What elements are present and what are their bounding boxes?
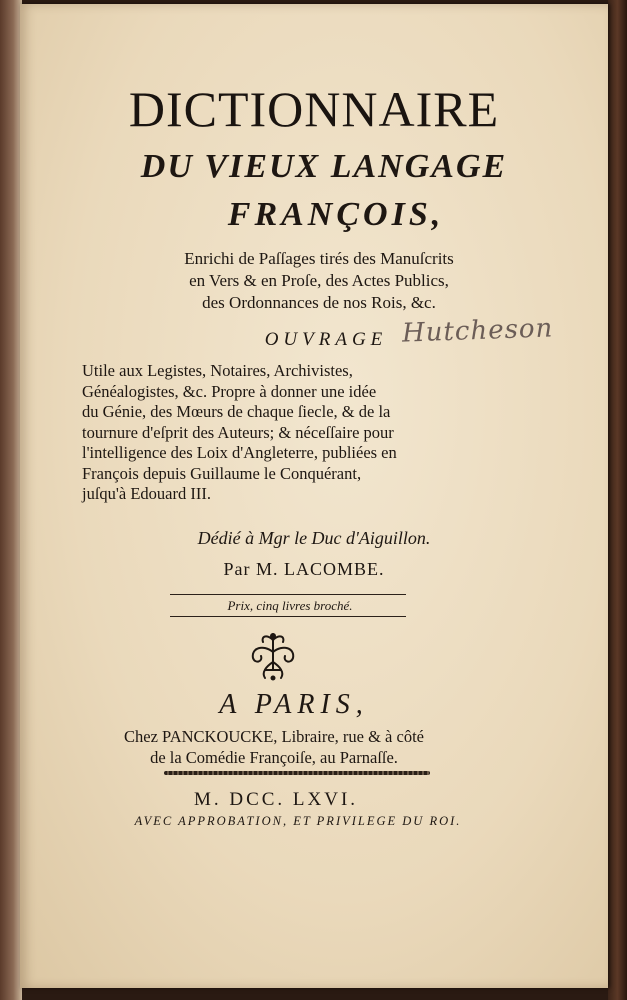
- description-line-4: tournure d'eſprit des Auteurs; & néceſſaire pour: [82, 422, 394, 442]
- handwritten-signature: Hutcheson: [401, 313, 554, 349]
- dedication: Dédié à Mgr le Duc d'Aiguillon.: [197, 528, 431, 548]
- title-line-3: FRANÇOIS,: [227, 196, 445, 233]
- subtitle-block: [84, 248, 554, 314]
- title-line-1: DICTIONNAIRE: [128, 81, 500, 137]
- description-block: [82, 361, 532, 505]
- author-line: Par M. LACOMBE.: [223, 559, 385, 579]
- subtitle-line-2: en Vers & en Proſe, des Actes Publics,: [189, 271, 449, 290]
- publisher-line-2: de la Comédie Françoiſe, au Parnaſſe.: [150, 748, 398, 767]
- ouvrage-heading: OUVRAGE: [264, 329, 388, 350]
- description-line-5: l'intelligence des Loix d'Angleterre, publiées en: [82, 443, 397, 462]
- description-line-7: juſqu'à Edouard III.: [82, 484, 211, 503]
- subtitle-line-3: des Ordonnances de nos Rois, &c.: [202, 293, 436, 312]
- title-page: [20, 4, 608, 988]
- book-gutter: [0, 0, 22, 1000]
- subtitle-line-1: Enrichi de Paſſages tirés des Manuſcrits: [184, 249, 454, 268]
- description-line-3: du Génie, des Mœurs de chaque ſiecle, & de la: [82, 402, 391, 421]
- decorative-rule: [164, 771, 430, 775]
- price-note: Prix, cinq livres broché.: [227, 598, 353, 613]
- title-line-2: DU VIEUX LANGAGE: [140, 148, 508, 185]
- imprint-publisher: [64, 726, 484, 768]
- description-line-6: François depuis Guillaume le Conquérant,: [82, 463, 362, 483]
- price-rule-top: [170, 594, 406, 595]
- description-line-1: Utile aux Legistes, Notaires, Archivistes,: [82, 361, 353, 380]
- privilege-line: AVEC APPROBATION, ET PRIVILEGE DU ROI.: [134, 814, 462, 828]
- description-line-2: Généalogistes, &c. Propre à donner une idée: [82, 381, 377, 401]
- publisher-line-1: Chez PANCKOUCKE, Libraire, rue & à côté: [124, 727, 424, 746]
- price-rule-bottom: [170, 616, 406, 617]
- publication-date: M. DCC. LXVI.: [193, 789, 359, 810]
- imprint-city: A PARIS,: [219, 689, 369, 720]
- fleuron-ornament-icon: [245, 630, 301, 684]
